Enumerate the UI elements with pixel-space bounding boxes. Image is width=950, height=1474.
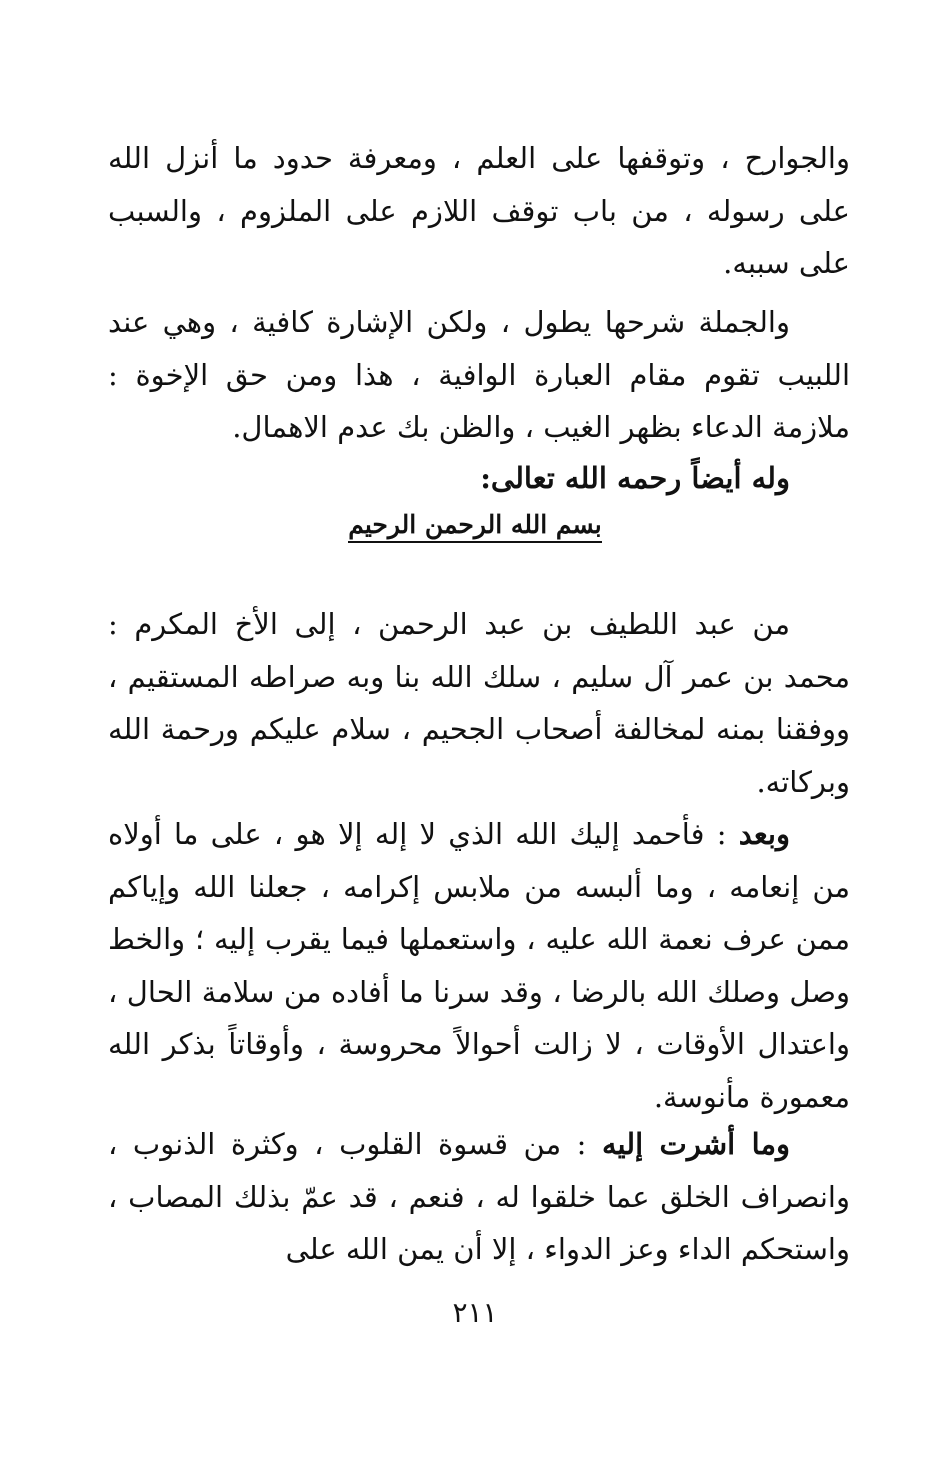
paragraph-body: : فأحمد إليك الله الذي لا إله إلا هو ، على ما أولاه من إنعامه ، وما ألبسه من ملابس إكرامه ، جعلنا الله وإياكم ممن عرف نعمة الله عليه ، واستعملها فيما يقرب إليه ؛ والخط وصل وصلك الله بالرضا ، وقد سرنا ما أفاده من سلامة الحال ، واعتدال الأوقات ، لا زالت أحوالاً محروسة ، وأوقاتاً بذكر الله معمورة مأنوسة.: [108, 817, 850, 1114]
paragraph-lead-word: وبعد: [738, 817, 790, 851]
paragraph-text: والجوارح ، وتوقفها على العلم ، ومعرفة حدود ما أنزل الله على رسوله ، من باب توقف اللازم على الملزوم ، والسبب على سببه.: [108, 141, 850, 280]
paragraph-brevity: [108, 296, 850, 454]
paragraph-text: من عبد اللطيف بن عبد الرحمن ، إلى الأخ المكرم : محمد بن عمر آل سليم ، سلك الله بنا وبه صراطه المستقيم ، ووفقنا بمنه لمخالفة أصحاب الجحيم ، سلام عليكم ورحمة الله وبركاته.: [108, 607, 850, 799]
paragraph-praise: [108, 808, 850, 1123]
paragraph-text: [108, 808, 850, 1123]
paragraph-greeting: [108, 598, 850, 808]
paragraph-body: : من قسوة القلوب ، وكثرة الذنوب ، وانصراف الخلق عما خلقوا له ، فنعم ، قد عمّ بذلك المصاب ، واستحكم الداء وعز الدواء ، إلا أن يمن الله على: [108, 1127, 850, 1266]
basmala-text: بسم الله الرحمن الرحيم: [348, 510, 602, 543]
paragraph-lead-word: وما أشرت إليه: [601, 1127, 790, 1161]
letter-heading: وله أيضاً رحمه الله تعالى:: [480, 461, 790, 495]
paragraph-reply: [108, 1118, 850, 1276]
paragraph-text: والجملة شرحها يطول ، ولكن الإشارة كافية ، وهي عند اللبيب تقوم مقام العبارة الوافية ، هذا ومن حق الإخوة : ملازمة الدعاء بظهر الغيب ، والظن بك عدم الاهمال.: [108, 305, 850, 444]
basmala-ornament: [0, 510, 950, 543]
paragraph-continuation: [108, 132, 850, 290]
page-number: ٢١١: [452, 1296, 498, 1329]
letter-heading-block: [108, 452, 850, 504]
paragraph-text: [108, 1118, 850, 1276]
